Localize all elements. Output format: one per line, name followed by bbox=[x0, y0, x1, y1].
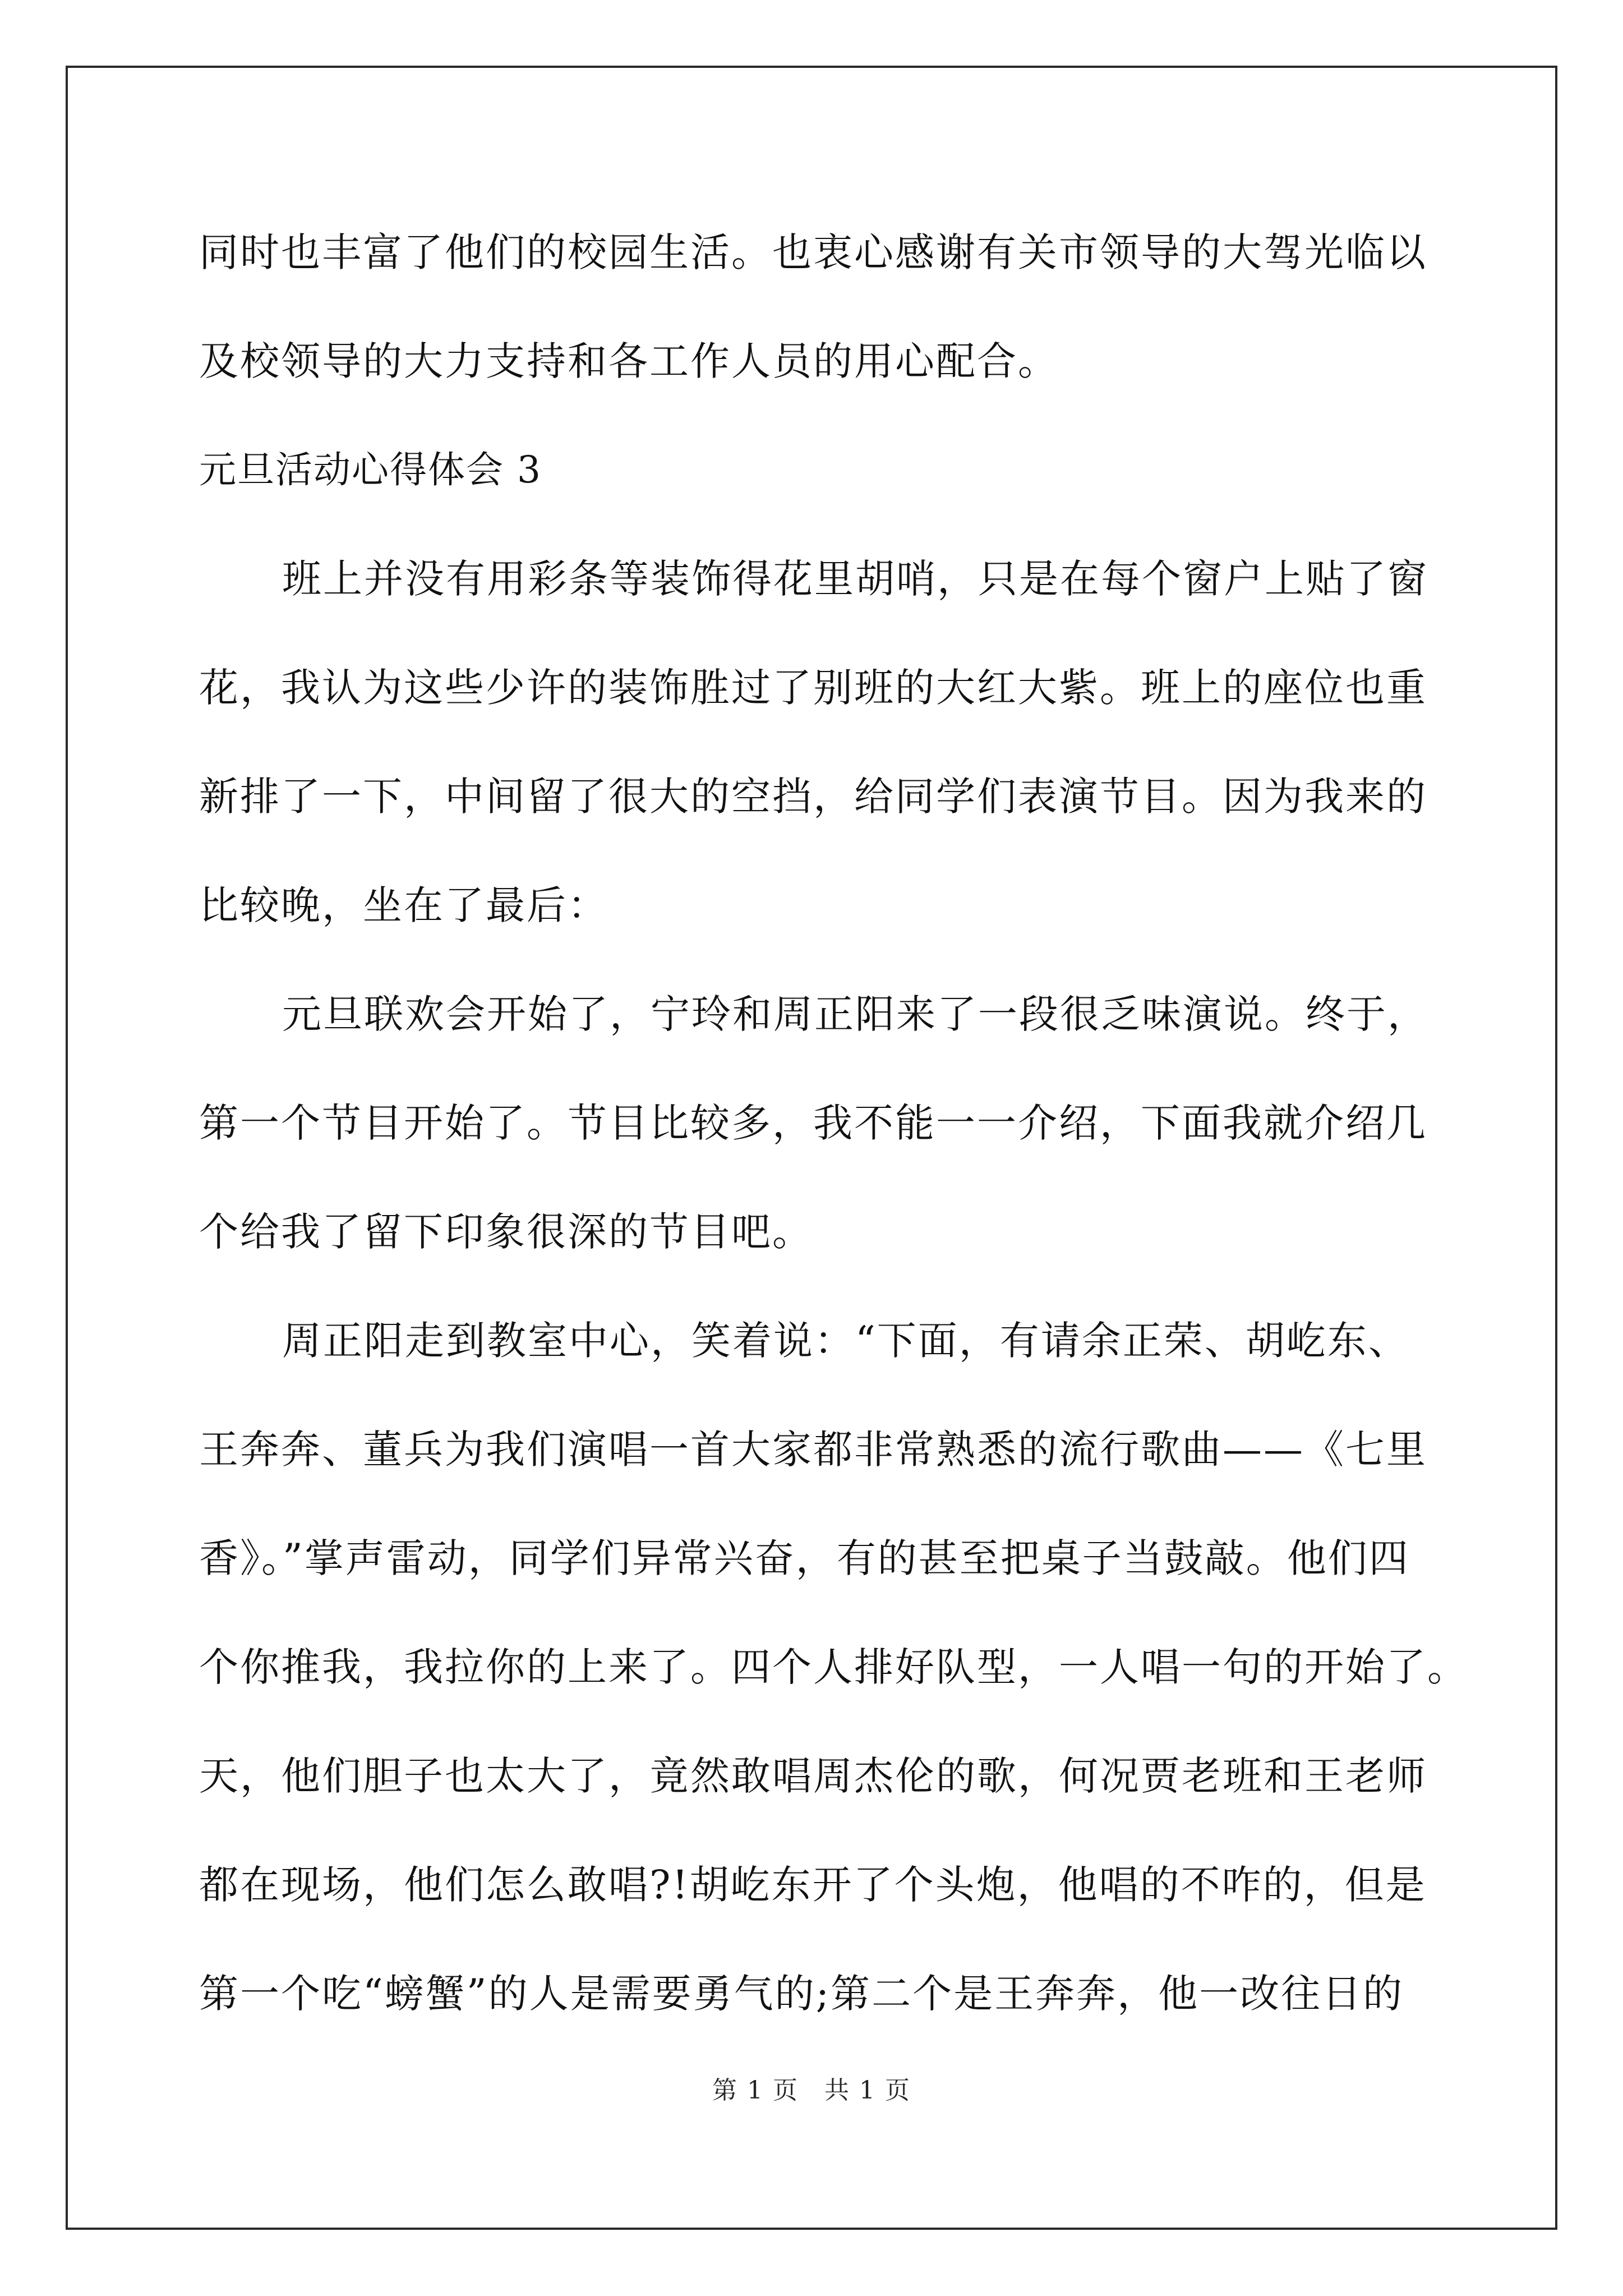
paragraph-start-line: 元旦联欢会开始了，宁玲和周正阳来了一段很乏味演说。终于， bbox=[282, 991, 1428, 1037]
text-line: 新排了一下，中间留了很大的空挡，给同学们表演节目。因为我来的 bbox=[199, 774, 1427, 820]
text-line: 同时也丰富了他们的校园生活。也衷心感谢有关市领导的大驾光临以 bbox=[199, 229, 1427, 275]
text-line: 花，我认为这些少许的装饰胜过了别班的大红大紫。班上的座位也重 bbox=[199, 665, 1427, 711]
text-line: 个给我了留下印象很深的节目吧。 bbox=[199, 1209, 813, 1255]
paragraph-start-line: 周正阳走到教室中心，笑着说：“下面，有请余正荣、胡屹东、 bbox=[282, 1318, 1409, 1364]
text-line: 天，他们胆子也太大了，竟然敢唱周杰伦的歌，何况贾老班和王老师 bbox=[199, 1753, 1427, 1799]
text-line: 第一个节目开始了。节目比较多，我不能一一介绍，下面我就介绍几 bbox=[199, 1100, 1427, 1146]
section-heading: 元旦活动心得体会 3 bbox=[199, 448, 542, 491]
text-line: 比较晚，坐在了最后： bbox=[199, 882, 608, 928]
text-line: 都在现场，他们怎么敢唱?!胡屹东开了个头炮，他唱的不咋的，但是 bbox=[199, 1862, 1427, 1908]
text-line: 第一个吃“螃蟹”的人是需要勇气的;第二个是王奔奔，他一改往日的 bbox=[199, 1971, 1404, 2017]
page-number-footer: 第 1 页 共 1 页 bbox=[712, 2076, 911, 2105]
text-line: 个你推我，我拉你的上来了。四个人排好队型，一人唱一句的开始了。 bbox=[199, 1644, 1468, 1690]
paragraph-start-line: 班上并没有用彩条等装饰得花里胡哨，只是在每个窗户上贴了窗 bbox=[282, 556, 1428, 602]
text-line: 香》。”掌声雷动，同学们异常兴奋，有的甚至把桌子当鼓敲。他们四 bbox=[199, 1535, 1410, 1581]
text-line: 王奔奔、董兵为我们演唱一首大家都非常熟悉的流行歌曲——《七里 bbox=[199, 1427, 1427, 1473]
document-body bbox=[199, 219, 1468, 2069]
text-line: 及校领导的大力支持和各工作人员的用心配合。 bbox=[199, 338, 1059, 384]
